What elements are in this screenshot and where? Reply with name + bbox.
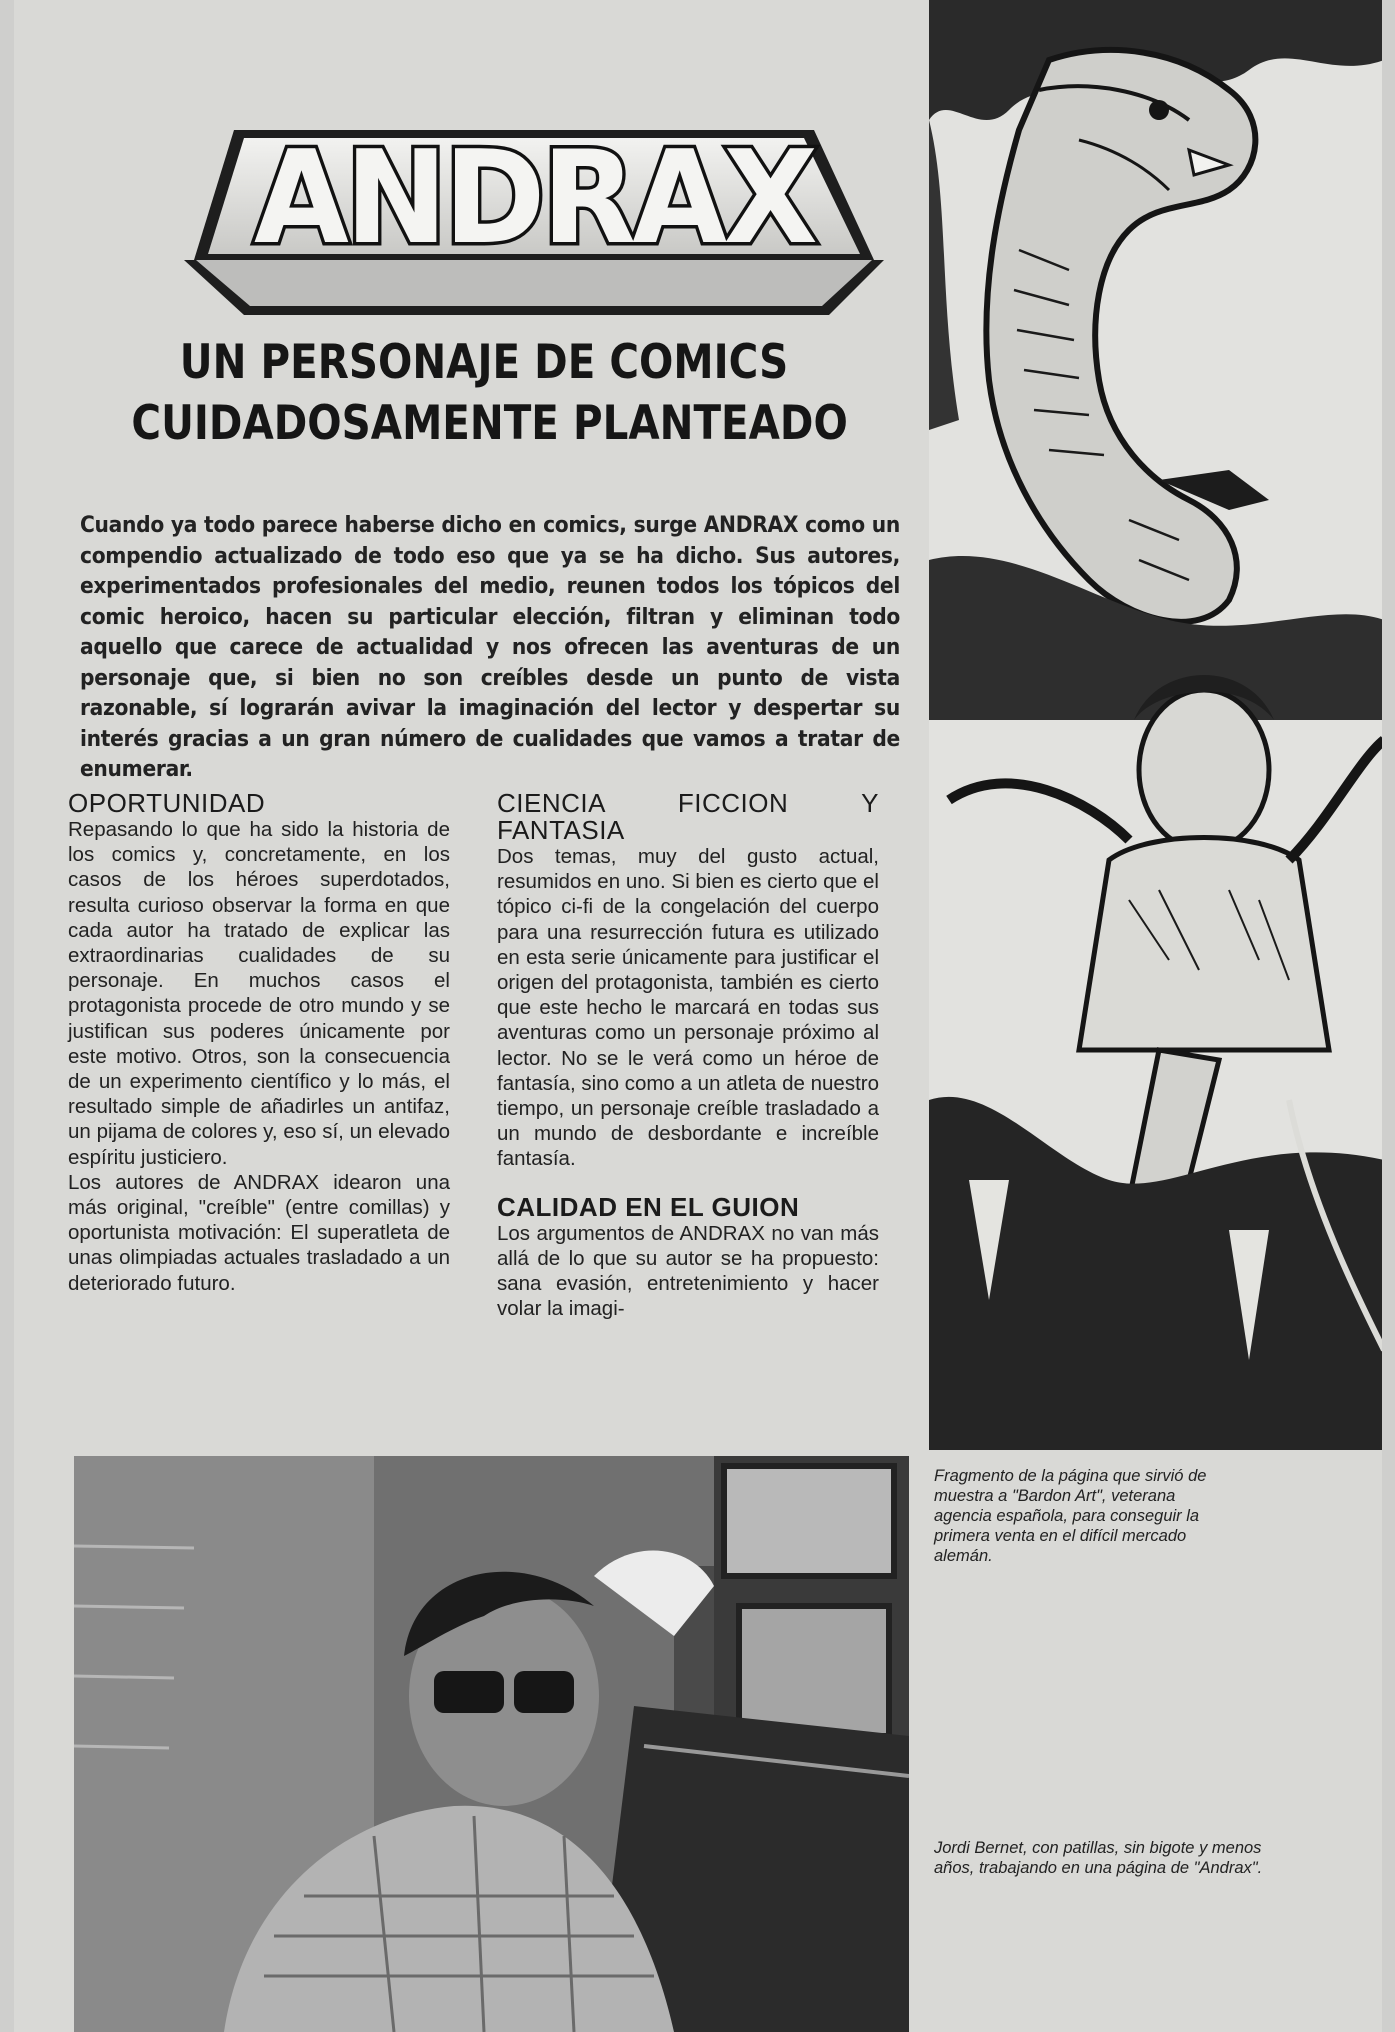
column-left xyxy=(68,790,450,1296)
heading-oportunidad: OPORTUNIDAD xyxy=(68,788,266,818)
andrax-logo xyxy=(174,110,894,320)
right-paragraph-2: Los argumentos de ANDRAX no van más allá de lo que su autor se ha propuesto: sana evasión, entretenimiento y hacer volar la imagi- xyxy=(497,1221,879,1321)
headline-line-1: UN PERSONAJE DE COMICS xyxy=(179,335,789,390)
left-paragraph-1: Repasando lo que ha sido la historia de los comics y, concretamente, en los casos de los héroes superdotados, resulta curioso observar la forma en que cada autor ha tratado de explicar las extraordinarias cualidades de su personaje. En muchos casos el protagonista procede de otro mundo y se justifican sus poderes únicamente por este motivo. Otros, son la consecuencia de un experimento científico y lo más, el resultado simple de añadirles un antifaz, un pijama de colores y, eso sí, un elevado espíritu justiciero. xyxy=(68,818,450,1169)
comic-illustration xyxy=(929,0,1382,1450)
left-paragraph-2: Los autores de ANDRAX idearon una más original, "creíble" (entre comillas) y oportunista motivación: El superatleta de unas olimpiadas actuales trasladado a un deteriorado futuro. xyxy=(68,1170,450,1295)
intro-paragraph: Cuando ya todo parece haberse dicho en comics, surge ANDRAX como un compendio actualizado de todo eso que ya se ha dicho. Sus autores, experimentados profesionales del medio, reunen todos los tópicos del comic heroico, hacen su particular elección, filtran y eliminan todo aquello que carece de actualidad y nos ofrecen las aventuras de un personaje que, si bien no son creíbles desde un punto de vista razonable, sí lograrán avivar la imaginación del lector y despertar su interés gracias a un gran número de cualidades que vamos a tratar de enumerar. xyxy=(80,512,900,782)
illustration-caption: Fragmento de la página que sirvió de muestra a "Bardon Art", veterana agencia española, para conseguir la primera venta en el difícil mercado alemán. xyxy=(934,1467,1207,1565)
magazine-page xyxy=(14,0,1382,2032)
heading-ciencia-ficcion: CIENCIA FICCION Y FANTASIA xyxy=(497,788,879,845)
right-paragraph-1: Dos temas, muy del gusto actual, resumidos en uno. Si bien es cierto que el tópico ci-fi de la congelación del cuerpo para una resurrección futura es utilizado en esta serie únicamente para justificar el origen del protagonista, también es cierto que este hecho le marcará en todas sus aventuras como un personaje próximo al lector. No se le verá como un héroe de fantasía, sino como a un atleta de nuestro tiempo, un personaje creíble trasladado a un mundo de desbordante e increíble fantasía. xyxy=(497,845,879,1171)
logo-text: ANDRAX xyxy=(254,124,817,273)
photo-caption: Jordi Bernet, con patillas, sin bigote y menos años, trabajando en una página de "Andrax". xyxy=(934,1839,1263,1877)
artist-photo xyxy=(74,1456,909,2032)
heading-calidad-guion: CALIDAD EN EL GUION xyxy=(497,1191,800,1222)
headline-line-2: CUIDADOSAMENTE PLANTEADO xyxy=(131,396,848,451)
column-right xyxy=(497,790,879,1321)
